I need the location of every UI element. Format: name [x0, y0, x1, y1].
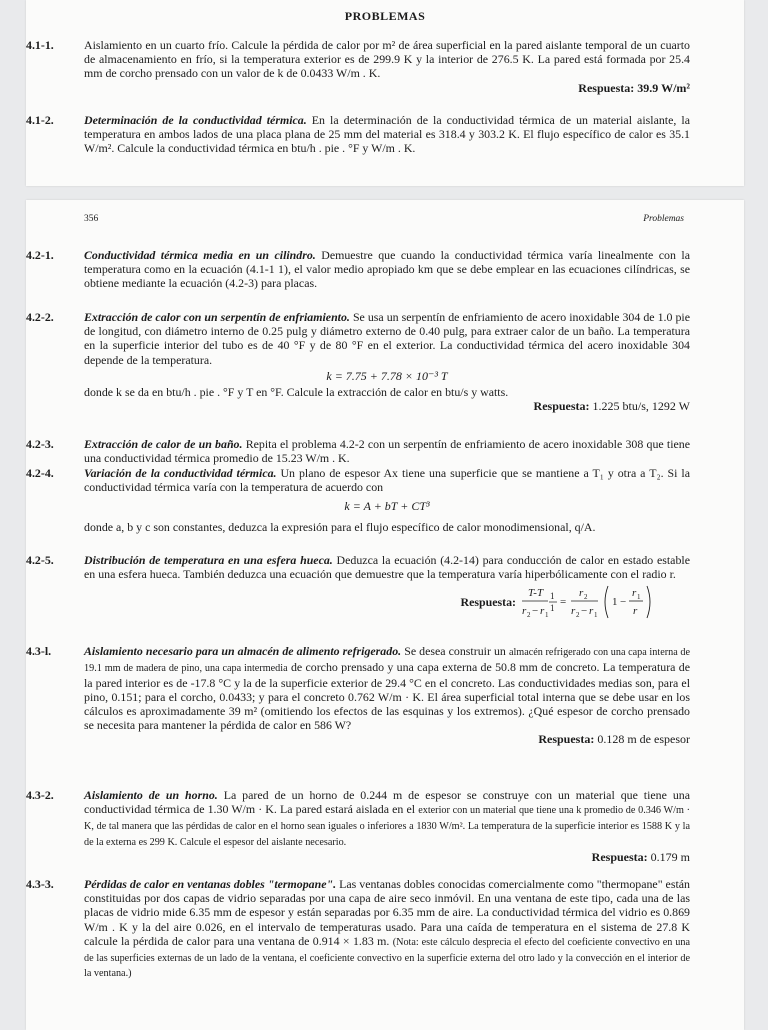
answer-label: Respuesta:	[591, 849, 648, 864]
problem-body	[84, 310, 690, 367]
problem-number: 4.2-5.	[26, 553, 54, 567]
svg-text:=: =	[560, 596, 567, 609]
svg-text:r: r	[522, 605, 527, 618]
problem-4-3-1	[26, 644, 690, 747]
answer-label: Respuesta:	[460, 595, 516, 610]
problem-heading: Variación de la conductividad térmica.	[84, 466, 277, 480]
answer-value: 39.9 W/m²	[637, 80, 690, 95]
svg-text:r: r	[589, 605, 594, 618]
problem-4-2-3	[26, 437, 690, 466]
problem-body	[84, 644, 690, 732]
problem-text: Se usa un serpentín de enfriamiento de acero inoxidable 304 de 1.0 pie de longitud, con diámetro interno de 0.25 pulg y diámetro externo de 0.40 pulg, para extraer calor de un baño. La temperatura en la superficie interior del tubo es de 40 °F y de 80 °F en el exterior. La conductividad térmica del acero inoxidable 304 depende de la temperatura.	[84, 310, 690, 367]
problem-4-2-2	[26, 310, 690, 414]
problem-heading: Determinación de la conductividad térmica.	[84, 113, 307, 127]
problem-text: Un plano de espesor Ax tiene una superficie que se mantiene a T₁ y otra a T₂. Si la conductividad térmica varía con la temperatura de acuerdo con	[84, 466, 690, 495]
problem-4-2-5	[26, 553, 690, 623]
answer	[84, 399, 690, 413]
problem-4-2-1	[26, 248, 690, 291]
svg-text:1: 1	[550, 591, 555, 602]
problem-text: Deduzca la ecuación (4.2-14) para conducción de calor en estado estable en una esfera hueca. También deduzca una ecuación que demuestre que la temperatura varía hiperbólicamente con el radio r.	[84, 553, 690, 582]
page-number: 356	[84, 214, 99, 224]
svg-text:2: 2	[576, 611, 580, 620]
problem-text: Demuestre que cuando la conductividad térmica varía linealmente con la temperatura como en la ecuación (4.1-1 1), el valor medio apropiado km que se debe emplear en las ecuaciones cilíndricas, se obtiene mediante la ecuación (4.2-3) para placas.	[84, 248, 690, 291]
answer	[84, 581, 690, 623]
problem-heading: Aislamiento necesario para un almacén de alimento refrigerado.	[84, 644, 402, 658]
problem-heading: Extracción de calor de un baño.	[84, 437, 243, 451]
problem-text: Aislamiento en un cuarto frío. Calcule la pérdida de calor por m² de área superficial en la pared aislante temporal de un cuarto de almacenamiento en frío, si la temperatura exterior es de 299.9 K y la interior de 276.5 K. La pared está formada por 25.4 mm de corcho prensado con un valor de k de 0.0433 W/m . K.	[84, 38, 690, 81]
answer	[84, 850, 690, 864]
problem-body	[84, 466, 690, 494]
problem-4-3-3	[26, 877, 691, 981]
answer-label: Respuesta:	[578, 80, 635, 95]
problem-text: La pared de un horno de 0.244 m de espesor se construye con un material que tiene una conductividad térmica de 1.30 W/m · K. La pared estará aislada en el	[84, 788, 690, 817]
section-title: PROBLEMAS	[344, 9, 426, 23]
problem-heading: Extracción de calor con un serpentín de enfriamiento.	[84, 310, 350, 324]
problem-4-1-2	[26, 113, 690, 156]
problem-text: En la determinación de la conductividad térmica de un material aislante, la temperatura en ambos lados de una placa plana de 25 mm del material es 318.4 y 303.2 K. El flujo específico de calor es 35.1 W/m². Calcule la conductividad térmica en btu/h . pie . °F y W/m . K.	[84, 113, 690, 156]
problem-text: Se desea construir un	[404, 644, 506, 658]
answer-value: 1.225 btu/s, 1292 W	[592, 399, 690, 414]
svg-text:2: 2	[527, 611, 531, 620]
svg-text:1: 1	[637, 593, 641, 602]
answer	[84, 732, 690, 746]
problem-body	[84, 248, 690, 291]
problem-number: 4.2-3.	[26, 437, 54, 451]
problem-text-small: almacén refrigerado con una capa interna de 19.1 mm de madera de pino, una capa intermedia	[84, 647, 690, 674]
problem-number: 4.2-1.	[26, 248, 54, 262]
problem-text-2: de corcho prensado y una capa externa de 50.8 mm de concreto. La temperatura de la pared interior es de -17.8 °C y la de la superficie exterior de 29.4 °C en el concreto. Las conductividades medias son, para el pino, 0.151; para el corcho, 0.0433; y para el concreto 0.762 W/m · K. El área superficial total interna que se debe usar en los cálculos es aproximadamente 39 m² (omitiendo los efectos de las esquinas y los extremos). ¿Qué espesor de corcho prensado se necesita para mantener la pérdida de calor en 586 W?	[84, 659, 690, 733]
problem-4-1-1	[26, 38, 690, 95]
problem-text-2: donde k se da en btu/h . pie . °F y T en °F. Calcule la extracción de calor en btu/s y watts.	[84, 385, 509, 400]
problem-text-small: exterior con un material que tiene una k promedio de 0.346 W/m · K, de tal manera que las pérdidas de calor en el horno sean iguales o inferiores a 1830 W/m². La temperatura de la superficie interior es 1588 K y la de la externa es 299 K. Calcule el espesor del aislante necesario.	[84, 805, 690, 848]
problem-body	[84, 113, 690, 156]
svg-text:−: −	[620, 596, 627, 609]
problem-heading: Pérdidas de calor en ventanas dobles "termopane".	[84, 877, 337, 891]
problem-body	[84, 788, 690, 850]
page-top	[26, 0, 744, 186]
svg-text:r: r	[633, 605, 638, 618]
problem-text: Las ventanas dobles conocidas comercialmente como "thermopane" están constituidas por dos capas de vidrio separadas por una capa de aire seco inmóvil. En una ventana de este tipo, cada una de las placas de vidrio mide 6.35 mm de espesor y están separadas por 6.35 mm de aire. La conductividad térmica del vidrio es 0.869 W/m . K y la del aire 0.026, en el intervalo de temperaturas usado. Para una caída de temperatura en el sistema de 27.8 K calcule la pérdida de calor para una ventana de 0.914 × 1.83 m.	[84, 877, 690, 948]
problem-text-2: donde a, b y c son constantes, deduzca la expresión para el flujo específico de calor monodimensional, q/A.	[84, 519, 596, 534]
problem-body	[84, 437, 690, 465]
problem-number: 4.3-2.	[26, 788, 54, 802]
problem-number: 4.3-3.	[26, 877, 54, 891]
svg-text:T-T: T-T	[528, 587, 544, 600]
svg-text:−: −	[532, 605, 539, 618]
problem-body	[84, 877, 690, 981]
problem-4-3-2	[26, 788, 690, 864]
page-356	[26, 200, 744, 1030]
problem-note: (Nota: este cálculo desprecia el efecto del coeficiente convectivo en una de las superficies externas de un lado de la ventana, el coeficiente convectivo en la superficie externa del otro lado y la convección en el interior de la ventana.)	[84, 936, 691, 980]
svg-text:r: r	[571, 605, 576, 618]
equation-k-abc: k = A + bT + CT³	[344, 499, 430, 514]
svg-text:r: r	[579, 587, 584, 600]
svg-text:−: −	[581, 605, 588, 618]
svg-text:r: r	[632, 587, 637, 600]
svg-text:1: 1	[550, 603, 555, 614]
answer-value: 0.128 m de espesor	[597, 732, 690, 747]
problem-text: Repita el problema 4.2-2 con un serpentín de enfriamiento de acero inoxidable 308 que tiene una conductividad térmica promedio de 15.23 W/m . K.	[84, 437, 690, 466]
answer-label: Respuesta:	[538, 732, 595, 747]
svg-text:1: 1	[594, 611, 598, 620]
problem-number: 4.2-2.	[26, 310, 54, 324]
svg-text:1: 1	[545, 611, 549, 620]
problem-heading: Aislamiento de un horno.	[84, 788, 218, 802]
svg-text:1: 1	[612, 596, 618, 609]
problem-number: 4.1-1.	[26, 38, 54, 52]
svg-text:r: r	[540, 605, 545, 618]
answer-value: 0.179 m	[650, 849, 690, 864]
problem-heading: Distribución de temperatura en una esfera hueca.	[84, 553, 333, 567]
problem-4-2-4	[26, 466, 690, 534]
equation-k: k = 7.75 + 7.78 × 10⁻³ T	[326, 368, 448, 383]
problem-number: 4.2-4.	[26, 466, 54, 480]
problem-body	[84, 553, 690, 581]
problem-number: 4.1-2.	[26, 113, 54, 127]
answer	[84, 81, 690, 95]
running-header: Problemas	[643, 214, 684, 224]
answer-formula	[518, 582, 690, 622]
svg-text:2: 2	[584, 593, 588, 602]
problem-number: 4.3-l.	[26, 644, 52, 658]
answer-label: Respuesta:	[533, 399, 590, 414]
problem-heading: Conductividad térmica media en un cilindro.	[84, 248, 316, 262]
